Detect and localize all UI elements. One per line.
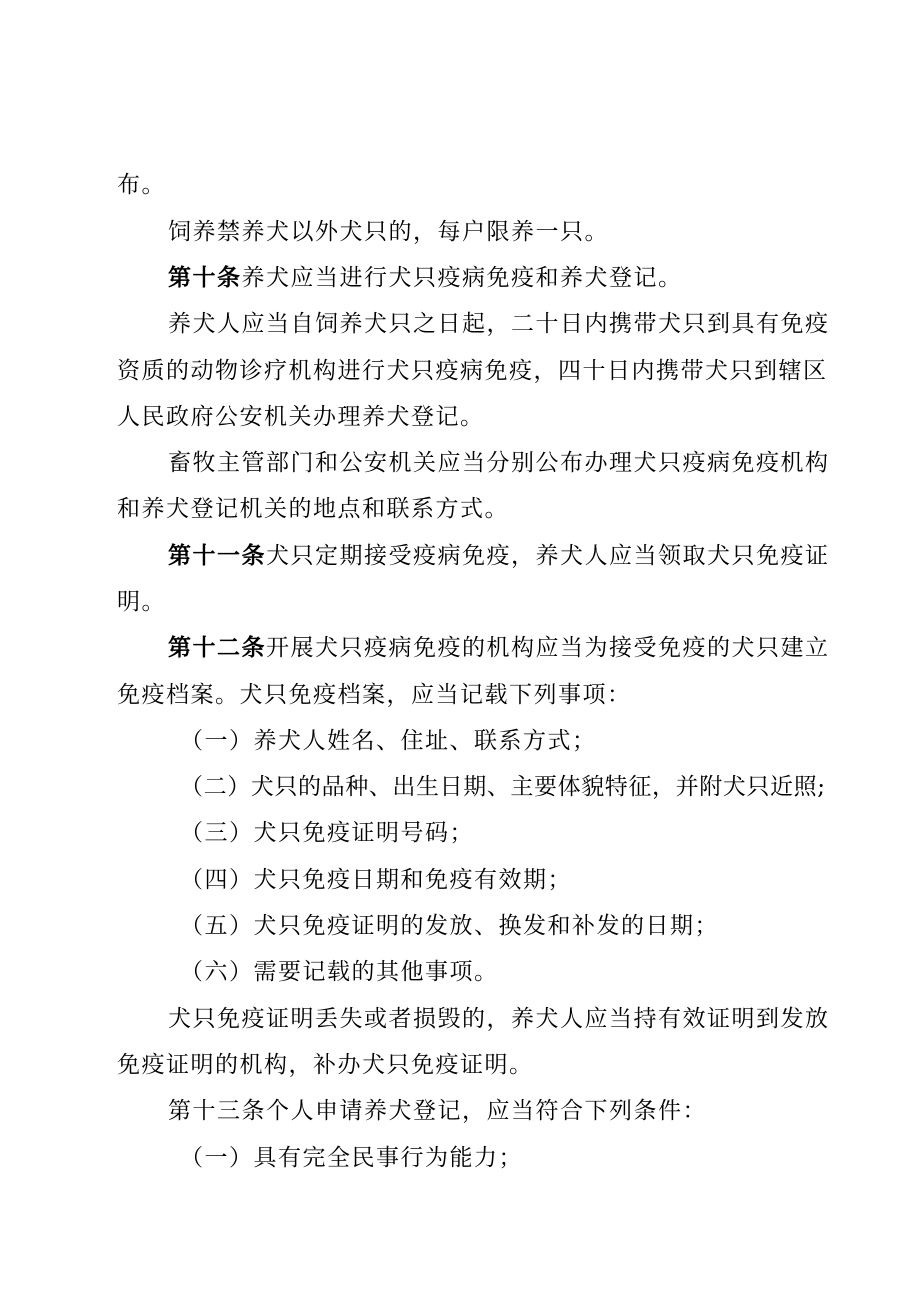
article-number: 第十条 xyxy=(168,264,242,291)
paragraph-line: 和养犬登记机关的地点和联系方式。 xyxy=(117,496,509,522)
article-heading-line: 第十二条开展犬只疫病免疫的机构应当为接受免疫的犬只建立 xyxy=(168,634,830,661)
list-item: （一）养犬人姓名、住址、联系方式； xyxy=(180,728,597,754)
article-heading-line: 第十条养犬应当进行犬只疫病免疫和养犬登记。 xyxy=(168,264,683,291)
paragraph-line: 明。 xyxy=(117,589,166,615)
paragraph-line: 免疫证明的机构，补办犬只免疫证明。 xyxy=(117,1052,534,1078)
paragraph-line: 养犬人应当自饲养犬只之日起，二十日内携带犬只到具有免疫 xyxy=(168,311,830,337)
paragraph-line: 犬只免疫证明丢失或者损毁的，养犬人应当持有效证明到发放 xyxy=(168,1006,830,1032)
paragraph-line: 人民政府公安机关办理养犬登记。 xyxy=(117,404,485,430)
article-number: 第十一条 xyxy=(168,542,266,569)
list-item: （三）犬只免疫证明号码； xyxy=(180,820,474,846)
list-item: （二）犬只的品种、出生日期、主要体貌特征，并附犬只近照; xyxy=(180,774,826,800)
article-number: 第十二条 xyxy=(168,634,266,661)
paragraph-line: 饲养禁养犬以外犬只的，每户限养一只。 xyxy=(168,219,609,245)
list-item: （五）犬只免疫证明的发放、换发和补发的日期； xyxy=(180,913,719,939)
list-item: （六）需要记载的其他事项。 xyxy=(180,959,499,985)
list-item: （一）具有完全民事行为能力； xyxy=(180,1145,523,1171)
paragraph-line: 畜牧主管部门和公安机关应当分别公布办理犬只疫病免疫机构 xyxy=(168,450,830,476)
paragraph-line: 资质的动物诊疗机构进行犬只疫病免疫，四十日内携带犬只到辖区 xyxy=(117,358,828,384)
paragraph-line: 第十三条个人申请养犬登记，应当符合下列条件： xyxy=(168,1098,707,1124)
article-heading-line: 第十一条犬只定期接受疫病免疫，养犬人应当领取犬只免疫证 xyxy=(168,542,830,569)
paragraph-line: 布。 xyxy=(117,172,166,198)
list-item: （四）犬只免疫日期和免疫有效期； xyxy=(180,867,572,893)
paragraph-line: 免疫档案。犬只免疫档案，应当记载下列事项： xyxy=(117,682,632,708)
